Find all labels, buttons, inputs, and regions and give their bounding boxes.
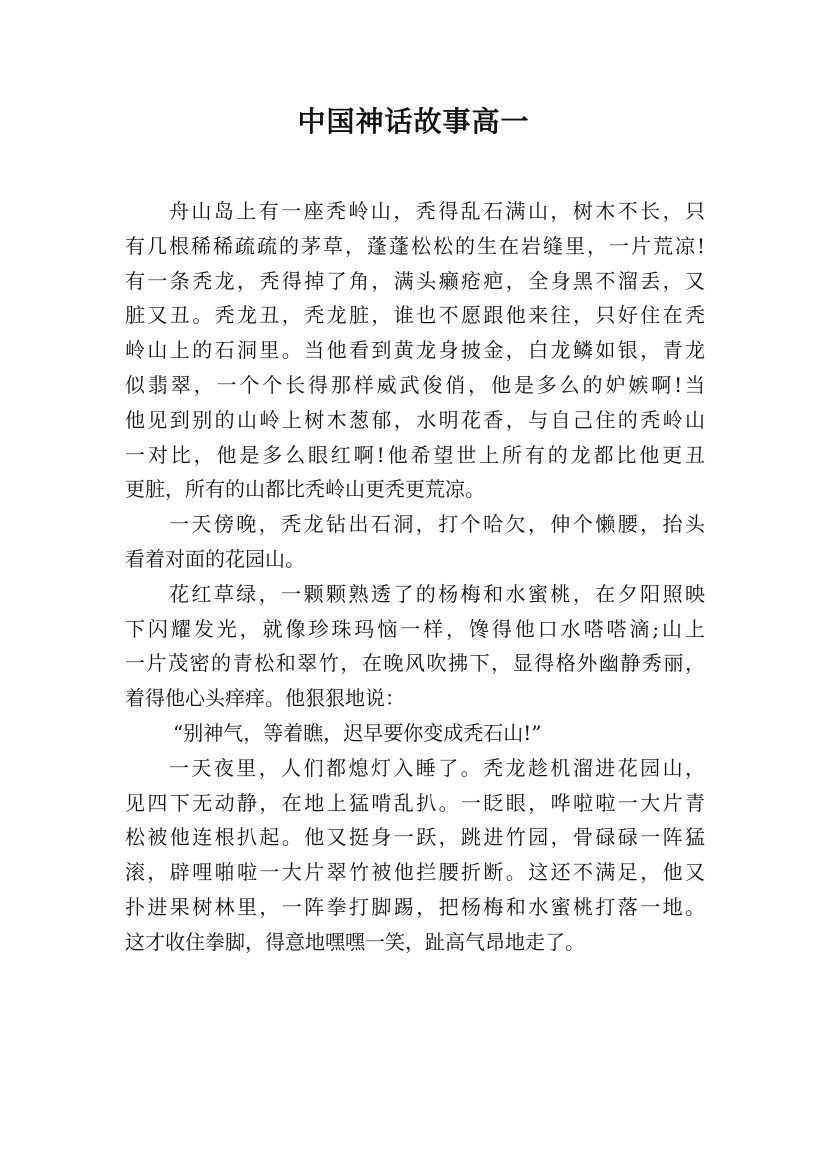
quote-line: “别神气，等着瞧，迟早要你变成秃石山!” — [173, 720, 542, 745]
text-line: 着得他心头痒痒。他狠狠地说： — [125, 686, 405, 711]
text-line: 舟山岛上有一座秃岭山，秃得乱石满山，树木不长，只 — [169, 199, 705, 223]
text-line: 花红草绿，一颗颗熟透了的杨梅和水蜜桃，在夕阳照映 — [169, 581, 705, 606]
article-body — [125, 194, 705, 960]
text-line: 一片茂密的青松和翠竹，在晚风吹拂下，显得格外幽静秀丽， — [125, 651, 705, 676]
text-line: 岭山上的石洞里。当他看到黄龙身披金，白龙鳞如银，青龙 — [125, 338, 705, 363]
text-line: 这才收住拳脚，得意地嘿嘿一笑，趾高气昂地走了。 — [125, 929, 585, 954]
text-line: 松被他连根扒起。他又挺身一跃，跳进竹园，骨碌碌一阵猛 — [125, 825, 705, 850]
text-line: 见四下无动静，在地上猛啃乱扒。一眨眼，哗啦啦一大片青 — [125, 790, 705, 815]
text-line: 一天傍晚，秃龙钻出石洞，打个哈欠，伸个懒腰，抬头 — [169, 512, 705, 537]
text-line: 他见到别的山岭上树木葱郁，水明花香，与自己住的秃岭山 — [125, 407, 705, 432]
text-line: 似翡翠，一个个长得那样威武俊俏，他是多么的妒嫉啊!当 — [125, 372, 705, 397]
text-line: 一天夜里，人们都熄灯入睡了。秃龙趁机溜进花园山， — [169, 755, 705, 780]
text-line: 一对比，他是多么眼红啊!他希望世上所有的龙都比他更丑 — [125, 442, 705, 467]
text-line: 扑进果树林里，一阵拳打脚踢，把杨梅和水蜜桃打落一地。 — [125, 894, 705, 919]
text-line: 有几根稀稀疏疏的茅草，蓬蓬松松的生在岩缝里，一片荒凉! — [125, 233, 705, 258]
text-line: 下闪耀发光，就像珍珠玛恼一样，馋得他口水嗒嗒滴;山上 — [125, 616, 705, 641]
page-title: 中国神话故事高一 — [297, 105, 530, 138]
text-line: 更脏，所有的山都比秃岭山更秃更荒凉。 — [125, 477, 485, 502]
text-line: 脏又丑。秃龙丑，秃龙脏，谁也不愿跟他来往，只好住在秃 — [125, 303, 705, 328]
text-line: 滚，辟哩啪啦一大片翠竹被他拦腰折断。这还不满足，他又 — [125, 860, 705, 885]
text-line: 看着对面的花园山。 — [125, 546, 305, 571]
text-line: 有一条秃龙，秃得掉了角，满头癞疮疤，全身黑不溜丢，又 — [125, 268, 705, 293]
